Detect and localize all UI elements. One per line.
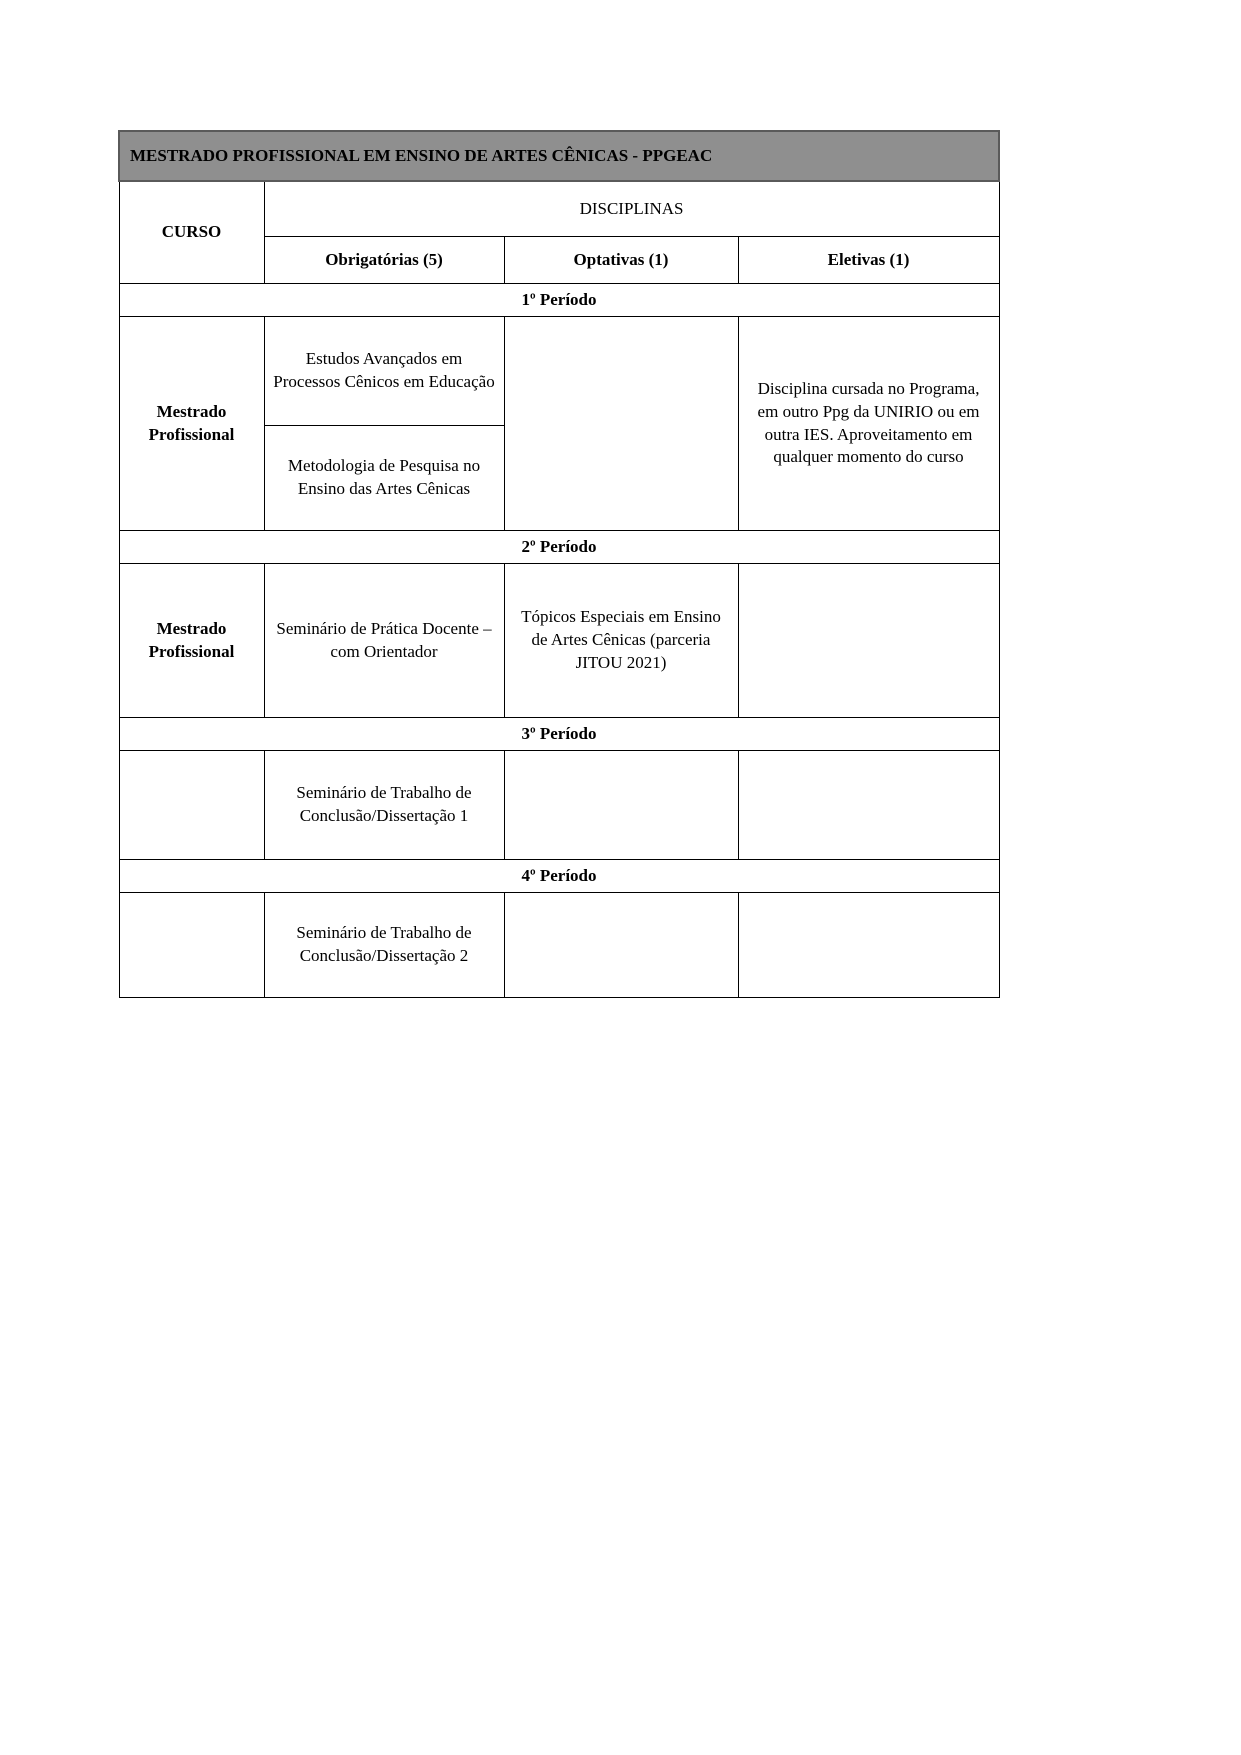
period-4-optativas-cell bbox=[504, 893, 738, 998]
period-1-obrigatoria-1-cell: Estudos Avançados em Processos Cênicos em Educação bbox=[264, 317, 504, 426]
period-3-curso-cell bbox=[119, 751, 264, 860]
optativas-header-cell: Optativas (1) bbox=[504, 237, 738, 284]
table-title-row bbox=[119, 131, 999, 181]
period-1-curso-cell: Mestrado Profissional bbox=[119, 317, 264, 531]
period-2-label-row bbox=[119, 531, 999, 564]
period-1-label-row bbox=[119, 284, 999, 317]
disciplinas-header-cell: DISCIPLINAS bbox=[264, 181, 999, 237]
period-4-eletivas-cell bbox=[738, 893, 999, 998]
period-4-obrigatoria-cell: Seminário de Trabalho de Conclusão/Dissertação 2 bbox=[264, 893, 504, 998]
period-3-eletivas-cell bbox=[738, 751, 999, 860]
period-2-row bbox=[119, 564, 999, 718]
period-2-curso-cell: Mestrado Profissional bbox=[119, 564, 264, 718]
period-3-obrigatoria-cell: Seminário de Trabalho de Conclusão/Dissertação 1 bbox=[264, 751, 504, 860]
table-title: MESTRADO PROFISSIONAL EM ENSINO DE ARTES CÊNICAS - PPGEAC bbox=[119, 131, 999, 181]
period-4-row bbox=[119, 893, 999, 998]
period-1-eletivas-cell: Disciplina cursada no Programa, em outro Ppg da UNIRIO ou em outra IES. Aproveitamento em qualquer momento do curso bbox=[738, 317, 999, 531]
curso-header-cell: CURSO bbox=[119, 181, 264, 284]
period-4-label: 4º Período bbox=[119, 860, 999, 893]
obrigatorias-header-cell: Obrigatórias (5) bbox=[264, 237, 504, 284]
course-disciplines-table bbox=[118, 130, 1000, 998]
header-row-1 bbox=[119, 181, 999, 237]
period-2-label: 2º Período bbox=[119, 531, 999, 564]
period-1-row-a bbox=[119, 317, 999, 426]
period-1-label: 1º Período bbox=[119, 284, 999, 317]
period-3-row bbox=[119, 751, 999, 860]
period-1-obrigatoria-2-cell: Metodologia de Pesquisa no Ensino das Artes Cênicas bbox=[264, 426, 504, 531]
period-1-optativas-cell bbox=[504, 317, 738, 531]
eletivas-header-cell: Eletivas (1) bbox=[738, 237, 999, 284]
period-2-eletivas-cell bbox=[738, 564, 999, 718]
period-2-obrigatoria-cell: Seminário de Prática Docente – com Orientador bbox=[264, 564, 504, 718]
period-3-label: 3º Período bbox=[119, 718, 999, 751]
period-4-curso-cell bbox=[119, 893, 264, 998]
period-4-label-row bbox=[119, 860, 999, 893]
period-2-optativas-cell: Tópicos Especiais em Ensino de Artes Cênicas (parceria JITOU 2021) bbox=[504, 564, 738, 718]
period-3-optativas-cell bbox=[504, 751, 738, 860]
period-3-label-row bbox=[119, 718, 999, 751]
